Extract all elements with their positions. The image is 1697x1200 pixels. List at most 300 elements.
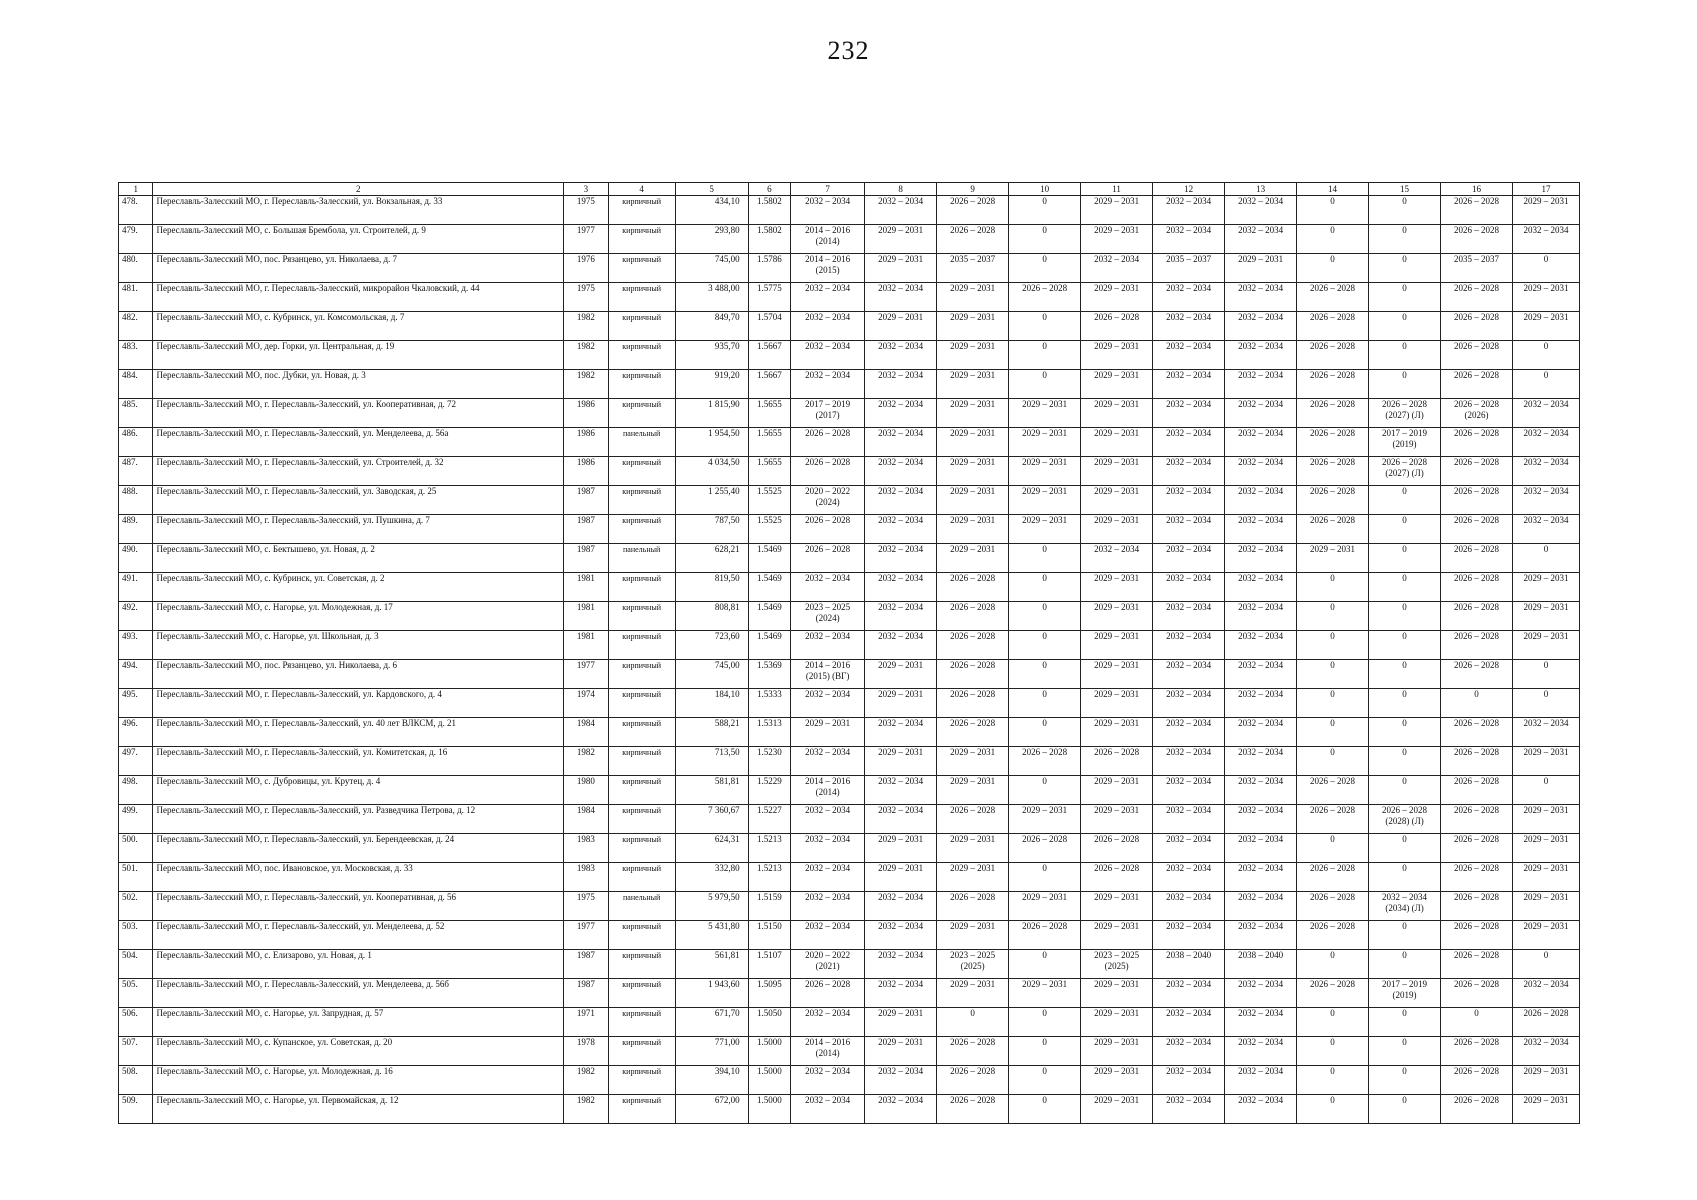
period-col-15-cell: 0 (1369, 950, 1441, 979)
period-col-11-cell: 2029 – 2031 (1081, 660, 1153, 689)
column-header-11: 11 (1081, 183, 1153, 196)
period-col-8-cell: 2029 – 2031 (865, 747, 937, 776)
period-col-8-cell: 2029 – 2031 (865, 834, 937, 863)
coefficient-cell: 1.5159 (748, 892, 791, 921)
year-built-cell: 1986 (564, 399, 609, 428)
period-col-17-cell: 0 (1513, 254, 1580, 283)
year-built-cell: 1977 (564, 660, 609, 689)
row-number-cell: 497. (119, 747, 153, 776)
area-cell: 745,00 (675, 254, 748, 283)
period-col-9-cell: 2029 – 2031 (937, 515, 1009, 544)
area-cell: 1 815,90 (675, 399, 748, 428)
period-col-8-cell: 2032 – 2034 (865, 776, 937, 805)
period-col-17-cell: 2032 – 2034 (1513, 1037, 1580, 1066)
coefficient-cell: 1.5469 (748, 544, 791, 573)
address-cell: Переславль-Залесский МО, г. Переславль-Залесский, ул. Берендеевская, д. 24 (153, 834, 564, 863)
period-col-14-cell: 2026 – 2028 (1297, 979, 1369, 1008)
wall-material-cell: кирпичный (608, 312, 675, 341)
period-col-11-cell: 2029 – 2031 (1081, 718, 1153, 747)
period-col-11-cell: 2029 – 2031 (1081, 1008, 1153, 1037)
period-col-8-cell: 2032 – 2034 (865, 631, 937, 660)
period-col-16-cell: 2026 – 2028 (1441, 544, 1513, 573)
period-col-15-cell: 0 (1369, 602, 1441, 631)
column-header-12: 12 (1153, 183, 1225, 196)
period-col-17-cell: 0 (1513, 544, 1580, 573)
column-header-9: 9 (937, 183, 1009, 196)
area-cell: 434,10 (675, 196, 748, 225)
period-col-16-cell: 2026 – 2028 (1441, 1095, 1513, 1124)
period-col-10-cell: 2026 – 2028 (1009, 283, 1081, 312)
period-col-17-cell: 2029 – 2031 (1513, 805, 1580, 834)
period-col-16-cell: 2026 – 2028 (1441, 921, 1513, 950)
address-cell: Переславль-Залесский МО, с. Нагорье, ул. Запрудная, д. 57 (153, 1008, 564, 1037)
year-built-cell: 1982 (564, 312, 609, 341)
period-col-14-cell: 2029 – 2031 (1297, 544, 1369, 573)
period-col-12-cell: 2032 – 2034 (1153, 283, 1225, 312)
table-row (119, 718, 1580, 747)
table-row (119, 225, 1580, 254)
period-col-16-cell: 2026 – 2028 (1441, 428, 1513, 457)
period-col-17-cell: 2029 – 2031 (1513, 631, 1580, 660)
period-col-12-cell: 2032 – 2034 (1153, 602, 1225, 631)
wall-material-cell: кирпичный (608, 457, 675, 486)
address-cell: Переславль-Залесский МО, г. Переславль-Залесский, ул. Комитетская, д. 16 (153, 747, 564, 776)
period-col-16-cell: 2035 – 2037 (1441, 254, 1513, 283)
address-cell: Переславль-Залесский МО, с. Нагорье, ул. Молодежная, д. 17 (153, 602, 564, 631)
year-built-cell: 1981 (564, 602, 609, 631)
period-col-13-cell: 2032 – 2034 (1225, 834, 1297, 863)
period-col-10-cell: 2029 – 2031 (1009, 515, 1081, 544)
period-col-13-cell: 2032 – 2034 (1225, 399, 1297, 428)
period-col-8-cell: 2032 – 2034 (865, 979, 937, 1008)
table-row (119, 457, 1580, 486)
period-col-8-cell: 2032 – 2034 (865, 1095, 937, 1124)
year-built-cell: 1983 (564, 834, 609, 863)
period-col-16-cell: 2026 – 2028 (1441, 341, 1513, 370)
period-col-11-cell: 2029 – 2031 (1081, 892, 1153, 921)
row-number-cell: 486. (119, 428, 153, 457)
coefficient-cell: 1.5227 (748, 805, 791, 834)
period-col-16-cell: 2026 – 2028 (1441, 979, 1513, 1008)
period-col-15-cell: 0 (1369, 689, 1441, 718)
row-number-cell: 485. (119, 399, 153, 428)
table-row (119, 1095, 1580, 1124)
period-col-7-cell: 2020 – 2022 (2021) (791, 950, 865, 979)
coefficient-cell: 1.5050 (748, 1008, 791, 1037)
wall-material-cell: кирпичный (608, 979, 675, 1008)
area-cell: 713,50 (675, 747, 748, 776)
area-cell: 581,81 (675, 776, 748, 805)
address-cell: Переславль-Залесский МО, с. Бектышево, ул. Новая, д. 2 (153, 544, 564, 573)
address-cell: Переславль-Залесский МО, г. Переславль-Залесский, ул. Строителей, д. 32 (153, 457, 564, 486)
area-cell: 787,50 (675, 515, 748, 544)
wall-material-cell: кирпичный (608, 1095, 675, 1124)
period-col-17-cell: 0 (1513, 660, 1580, 689)
period-col-17-cell: 2029 – 2031 (1513, 602, 1580, 631)
period-col-16-cell: 2026 – 2028 (1441, 718, 1513, 747)
period-col-17-cell: 2029 – 2031 (1513, 863, 1580, 892)
period-col-13-cell: 2032 – 2034 (1225, 602, 1297, 631)
address-cell: Переславль-Залесский МО, г. Переславль-Залесский, ул. Кооперативная, д. 56 (153, 892, 564, 921)
table-row (119, 196, 1580, 225)
year-built-cell: 1977 (564, 921, 609, 950)
table-row (119, 399, 1580, 428)
period-col-11-cell: 2029 – 2031 (1081, 370, 1153, 399)
wall-material-cell: кирпичный (608, 805, 675, 834)
period-col-17-cell: 2032 – 2034 (1513, 225, 1580, 254)
period-col-13-cell: 2032 – 2034 (1225, 1037, 1297, 1066)
period-col-17-cell: 2032 – 2034 (1513, 428, 1580, 457)
period-col-11-cell: 2029 – 2031 (1081, 1066, 1153, 1095)
period-col-13-cell: 2032 – 2034 (1225, 283, 1297, 312)
period-col-7-cell: 2032 – 2034 (791, 892, 865, 921)
period-col-12-cell: 2032 – 2034 (1153, 341, 1225, 370)
period-col-16-cell: 2026 – 2028 (1441, 1066, 1513, 1095)
period-col-13-cell: 2032 – 2034 (1225, 660, 1297, 689)
coefficient-cell: 1.5667 (748, 341, 791, 370)
period-col-9-cell: 2026 – 2028 (937, 1095, 1009, 1124)
row-number-cell: 501. (119, 863, 153, 892)
period-col-8-cell: 2029 – 2031 (865, 1037, 937, 1066)
period-col-15-cell: 0 (1369, 1095, 1441, 1124)
year-built-cell: 1975 (564, 892, 609, 921)
year-built-cell: 1975 (564, 283, 609, 312)
table-row (119, 515, 1580, 544)
area-cell: 1 255,40 (675, 486, 748, 515)
period-col-7-cell: 2014 – 2016 (2014) (791, 776, 865, 805)
period-col-7-cell: 2032 – 2034 (791, 1066, 865, 1095)
period-col-17-cell: 2032 – 2034 (1513, 457, 1580, 486)
period-col-17-cell: 2032 – 2034 (1513, 979, 1580, 1008)
period-col-7-cell: 2032 – 2034 (791, 196, 865, 225)
coefficient-cell: 1.5000 (748, 1066, 791, 1095)
table-row (119, 1066, 1580, 1095)
coefficient-cell: 1.5525 (748, 486, 791, 515)
row-number-cell: 502. (119, 892, 153, 921)
row-number-cell: 493. (119, 631, 153, 660)
period-col-10-cell: 2029 – 2031 (1009, 457, 1081, 486)
period-col-16-cell: 2026 – 2028 (1441, 515, 1513, 544)
period-col-9-cell: 2026 – 2028 (937, 892, 1009, 921)
period-col-17-cell: 2029 – 2031 (1513, 1066, 1580, 1095)
period-col-10-cell: 0 (1009, 602, 1081, 631)
year-built-cell: 1980 (564, 776, 609, 805)
wall-material-cell: кирпичный (608, 283, 675, 312)
row-number-cell: 504. (119, 950, 153, 979)
wall-material-cell: кирпичный (608, 196, 675, 225)
period-col-11-cell: 2029 – 2031 (1081, 1095, 1153, 1124)
period-col-17-cell: 2029 – 2031 (1513, 312, 1580, 341)
year-built-cell: 1981 (564, 631, 609, 660)
period-col-10-cell: 0 (1009, 225, 1081, 254)
period-col-14-cell: 0 (1297, 747, 1369, 776)
period-col-12-cell: 2032 – 2034 (1153, 718, 1225, 747)
row-number-cell: 478. (119, 196, 153, 225)
period-col-9-cell: 2029 – 2031 (937, 921, 1009, 950)
column-header-17: 17 (1513, 183, 1580, 196)
year-built-cell: 1982 (564, 1095, 609, 1124)
period-col-12-cell: 2032 – 2034 (1153, 834, 1225, 863)
period-col-7-cell: 2026 – 2028 (791, 979, 865, 1008)
row-number-cell: 509. (119, 1095, 153, 1124)
period-col-17-cell: 2029 – 2031 (1513, 747, 1580, 776)
area-cell: 819,50 (675, 573, 748, 602)
address-cell: Переславль-Залесский МО, пос. Рязанцево, ул. Николаева, д. 6 (153, 660, 564, 689)
period-col-11-cell: 2029 – 2031 (1081, 428, 1153, 457)
area-cell: 394,10 (675, 1066, 748, 1095)
period-col-13-cell: 2029 – 2031 (1225, 254, 1297, 283)
table-row (119, 631, 1580, 660)
row-number-cell: 487. (119, 457, 153, 486)
period-col-12-cell: 2032 – 2034 (1153, 1066, 1225, 1095)
page-number: 232 (827, 36, 870, 65)
period-col-14-cell: 2026 – 2028 (1297, 428, 1369, 457)
address-cell: Переславль-Залесский МО, г. Переславль-Залесский, ул. Разведчика Петрова, д. 12 (153, 805, 564, 834)
period-col-9-cell: 2026 – 2028 (937, 225, 1009, 254)
period-col-11-cell: 2029 – 2031 (1081, 457, 1153, 486)
area-cell: 808,81 (675, 602, 748, 631)
address-cell: Переславль-Залесский МО, г. Переславль-Залесский, ул. Кооперативная, д. 72 (153, 399, 564, 428)
period-col-14-cell: 2026 – 2028 (1297, 921, 1369, 950)
coefficient-cell: 1.5667 (748, 370, 791, 399)
period-col-12-cell: 2032 – 2034 (1153, 660, 1225, 689)
period-col-17-cell: 2029 – 2031 (1513, 892, 1580, 921)
period-col-15-cell: 0 (1369, 1037, 1441, 1066)
period-col-7-cell: 2020 – 2022 (2024) (791, 486, 865, 515)
table-row (119, 979, 1580, 1008)
period-col-11-cell: 2029 – 2031 (1081, 283, 1153, 312)
period-col-8-cell: 2032 – 2034 (865, 428, 937, 457)
period-col-9-cell: 2029 – 2031 (937, 399, 1009, 428)
period-col-12-cell: 2032 – 2034 (1153, 370, 1225, 399)
period-col-12-cell: 2032 – 2034 (1153, 515, 1225, 544)
period-col-12-cell: 2032 – 2034 (1153, 1037, 1225, 1066)
wall-material-cell: панельный (608, 544, 675, 573)
housing-register-table (118, 182, 1580, 1124)
period-col-9-cell: 2026 – 2028 (937, 689, 1009, 718)
area-cell: 723,60 (675, 631, 748, 660)
period-col-11-cell: 2032 – 2034 (1081, 254, 1153, 283)
area-cell: 4 034,50 (675, 457, 748, 486)
period-col-13-cell: 2032 – 2034 (1225, 428, 1297, 457)
address-cell: Переславль-Залесский МО, с. Большая Брембола, ул. Строителей, д. 9 (153, 225, 564, 254)
period-col-8-cell: 2032 – 2034 (865, 544, 937, 573)
period-col-10-cell: 2029 – 2031 (1009, 428, 1081, 457)
period-col-8-cell: 2032 – 2034 (865, 718, 937, 747)
address-cell: Переславль-Залесский МО, с. Нагорье, ул. Молодежная, д. 16 (153, 1066, 564, 1095)
period-col-14-cell: 2026 – 2028 (1297, 399, 1369, 428)
area-cell: 1 943,60 (675, 979, 748, 1008)
period-col-12-cell: 2032 – 2034 (1153, 776, 1225, 805)
period-col-12-cell: 2032 – 2034 (1153, 1008, 1225, 1037)
period-col-9-cell: 2026 – 2028 (937, 573, 1009, 602)
year-built-cell: 1987 (564, 515, 609, 544)
row-number-cell: 489. (119, 515, 153, 544)
period-col-11-cell: 2026 – 2028 (1081, 747, 1153, 776)
period-col-12-cell: 2032 – 2034 (1153, 457, 1225, 486)
period-col-14-cell: 2026 – 2028 (1297, 312, 1369, 341)
period-col-9-cell: 2026 – 2028 (937, 718, 1009, 747)
wall-material-cell: кирпичный (608, 1066, 675, 1095)
period-col-17-cell: 2029 – 2031 (1513, 1095, 1580, 1124)
coefficient-cell: 1.5333 (748, 689, 791, 718)
table-row (119, 921, 1580, 950)
period-col-7-cell: 2032 – 2034 (791, 1008, 865, 1037)
wall-material-cell: кирпичный (608, 341, 675, 370)
row-number-cell: 488. (119, 486, 153, 515)
period-col-15-cell: 2017 – 2019 (2019) (1369, 979, 1441, 1008)
wall-material-cell: кирпичный (608, 776, 675, 805)
period-col-14-cell: 2026 – 2028 (1297, 805, 1369, 834)
area-cell: 672,00 (675, 1095, 748, 1124)
wall-material-cell: кирпичный (608, 486, 675, 515)
period-col-9-cell: 2023 – 2025 (2025) (937, 950, 1009, 979)
coefficient-cell: 1.5469 (748, 573, 791, 602)
period-col-13-cell: 2032 – 2034 (1225, 1095, 1297, 1124)
period-col-15-cell: 0 (1369, 370, 1441, 399)
wall-material-cell: кирпичный (608, 225, 675, 254)
period-col-8-cell: 2032 – 2034 (865, 921, 937, 950)
period-col-9-cell: 2026 – 2028 (937, 805, 1009, 834)
period-col-10-cell: 0 (1009, 196, 1081, 225)
period-col-16-cell: 2026 – 2028 (1441, 573, 1513, 602)
period-col-10-cell: 0 (1009, 631, 1081, 660)
period-col-13-cell: 2032 – 2034 (1225, 486, 1297, 515)
wall-material-cell: кирпичный (608, 718, 675, 747)
row-number-cell: 508. (119, 1066, 153, 1095)
period-col-16-cell: 2026 – 2028 (1441, 747, 1513, 776)
period-col-7-cell: 2032 – 2034 (791, 921, 865, 950)
wall-material-cell: кирпичный (608, 515, 675, 544)
period-col-13-cell: 2032 – 2034 (1225, 515, 1297, 544)
period-col-15-cell: 0 (1369, 196, 1441, 225)
period-col-9-cell: 2029 – 2031 (937, 979, 1009, 1008)
period-col-13-cell: 2032 – 2034 (1225, 1008, 1297, 1037)
area-cell: 919,20 (675, 370, 748, 399)
period-col-9-cell: 2029 – 2031 (937, 428, 1009, 457)
area-cell: 628,21 (675, 544, 748, 573)
period-col-8-cell: 2032 – 2034 (865, 196, 937, 225)
period-col-11-cell: 2029 – 2031 (1081, 486, 1153, 515)
period-col-10-cell: 0 (1009, 950, 1081, 979)
row-number-cell: 506. (119, 1008, 153, 1037)
row-number-cell: 495. (119, 689, 153, 718)
period-col-11-cell: 2029 – 2031 (1081, 805, 1153, 834)
period-col-8-cell: 2032 – 2034 (865, 399, 937, 428)
period-col-16-cell: 2026 – 2028 (1441, 834, 1513, 863)
period-col-7-cell: 2017 – 2019 (2017) (791, 399, 865, 428)
area-cell: 1 954,50 (675, 428, 748, 457)
period-col-7-cell: 2032 – 2034 (791, 747, 865, 776)
year-built-cell: 1982 (564, 747, 609, 776)
column-number-row (119, 183, 1580, 196)
period-col-10-cell: 0 (1009, 689, 1081, 718)
address-cell: Переславль-Залесский МО, г. Переславль-Залесский, ул. 40 лет ВЛКСМ, д. 21 (153, 718, 564, 747)
year-built-cell: 1986 (564, 457, 609, 486)
column-header-6: 6 (748, 183, 791, 196)
year-built-cell: 1976 (564, 254, 609, 283)
address-cell: Переславль-Залесский МО, г. Переславль-Залесский, ул. Пушкина, д. 7 (153, 515, 564, 544)
period-col-15-cell: 0 (1369, 834, 1441, 863)
period-col-12-cell: 2032 – 2034 (1153, 863, 1225, 892)
period-col-16-cell: 2026 – 2028 (1441, 863, 1513, 892)
period-col-9-cell: 2029 – 2031 (937, 834, 1009, 863)
period-col-10-cell: 0 (1009, 254, 1081, 283)
coefficient-cell: 1.5469 (748, 602, 791, 631)
row-number-cell: 494. (119, 660, 153, 689)
period-col-9-cell: 0 (937, 1008, 1009, 1037)
period-col-7-cell: 2026 – 2028 (791, 544, 865, 573)
row-number-cell: 490. (119, 544, 153, 573)
table-row (119, 660, 1580, 689)
table-row (119, 834, 1580, 863)
address-cell: Переславль-Залесский МО, пос. Дубки, ул. Новая, д. 3 (153, 370, 564, 399)
period-col-8-cell: 2032 – 2034 (865, 341, 937, 370)
area-cell: 7 360,67 (675, 805, 748, 834)
row-number-cell: 491. (119, 573, 153, 602)
period-col-12-cell: 2032 – 2034 (1153, 805, 1225, 834)
period-col-13-cell: 2032 – 2034 (1225, 457, 1297, 486)
coefficient-cell: 1.5213 (748, 863, 791, 892)
year-built-cell: 1982 (564, 370, 609, 399)
period-col-11-cell: 2023 – 2025 (2025) (1081, 950, 1153, 979)
period-col-15-cell: 0 (1369, 283, 1441, 312)
period-col-11-cell: 2029 – 2031 (1081, 515, 1153, 544)
period-col-16-cell: 2026 – 2028 (1441, 457, 1513, 486)
period-col-14-cell: 2026 – 2028 (1297, 457, 1369, 486)
wall-material-cell: кирпичный (608, 747, 675, 776)
table-row (119, 312, 1580, 341)
table-row (119, 544, 1580, 573)
period-col-13-cell: 2032 – 2034 (1225, 921, 1297, 950)
coefficient-cell: 1.5213 (748, 834, 791, 863)
period-col-10-cell: 2026 – 2028 (1009, 921, 1081, 950)
area-cell: 588,21 (675, 718, 748, 747)
table-row (119, 283, 1580, 312)
period-col-14-cell: 0 (1297, 254, 1369, 283)
address-cell: Переславль-Залесский МО, г. Переславль-Залесский, ул. Менделеева, д. 56а (153, 428, 564, 457)
period-col-11-cell: 2029 – 2031 (1081, 921, 1153, 950)
period-col-13-cell: 2032 – 2034 (1225, 892, 1297, 921)
coefficient-cell: 1.5655 (748, 457, 791, 486)
period-col-17-cell: 0 (1513, 370, 1580, 399)
period-col-10-cell: 0 (1009, 1037, 1081, 1066)
table-header (119, 183, 1580, 196)
period-col-7-cell: 2023 – 2025 (2024) (791, 602, 865, 631)
period-col-17-cell: 2029 – 2031 (1513, 573, 1580, 602)
period-col-7-cell: 2032 – 2034 (791, 312, 865, 341)
table-row (119, 486, 1580, 515)
wall-material-cell: панельный (608, 428, 675, 457)
address-cell: Переславль-Залесский МО, с. Купанское, ул. Советская, д. 20 (153, 1037, 564, 1066)
period-col-10-cell: 0 (1009, 1095, 1081, 1124)
period-col-14-cell: 2026 – 2028 (1297, 341, 1369, 370)
table-row (119, 341, 1580, 370)
period-col-14-cell: 0 (1297, 602, 1369, 631)
period-col-14-cell: 0 (1297, 718, 1369, 747)
period-col-12-cell: 2032 – 2034 (1153, 196, 1225, 225)
period-col-14-cell: 0 (1297, 689, 1369, 718)
period-col-9-cell: 2026 – 2028 (937, 660, 1009, 689)
period-col-7-cell: 2032 – 2034 (791, 805, 865, 834)
period-col-8-cell: 2032 – 2034 (865, 892, 937, 921)
period-col-13-cell: 2032 – 2034 (1225, 631, 1297, 660)
column-header-15: 15 (1369, 183, 1441, 196)
period-col-7-cell: 2032 – 2034 (791, 370, 865, 399)
period-col-15-cell: 0 (1369, 631, 1441, 660)
row-number-cell: 483. (119, 341, 153, 370)
period-col-7-cell: 2032 – 2034 (791, 834, 865, 863)
